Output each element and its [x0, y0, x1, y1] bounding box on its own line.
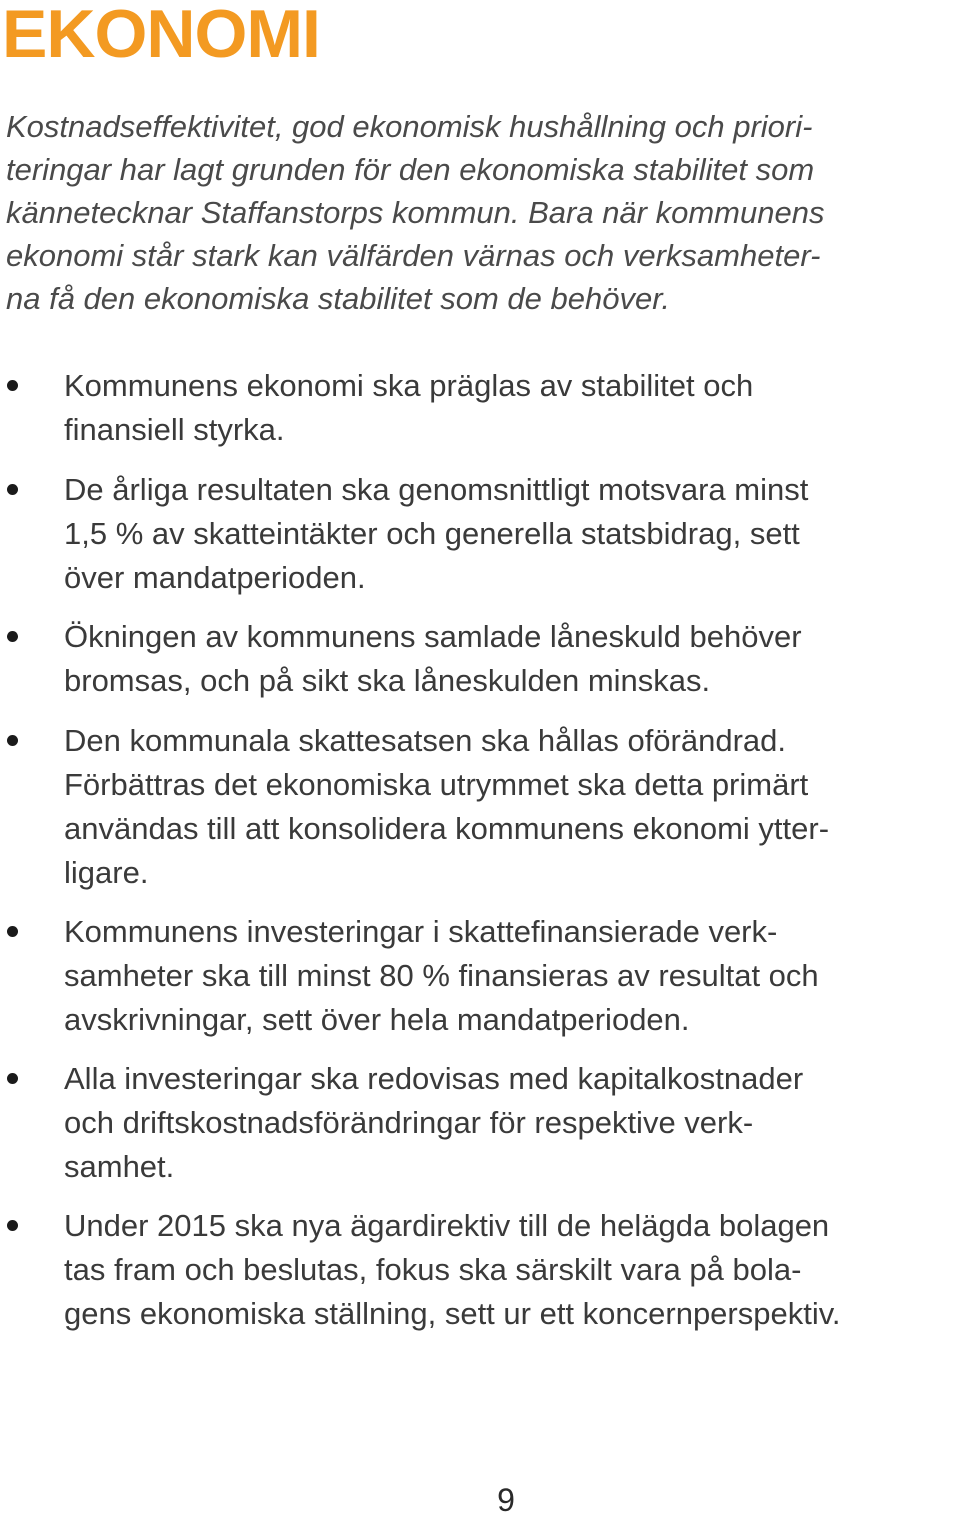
- list-item-line: Under 2015 ska nya ägardirektiv till de helägda bolagen: [64, 1208, 830, 1243]
- list-item-text: [64, 364, 960, 452]
- bullet-icon: [7, 926, 18, 937]
- intro-line: Kostnadseffektivitet, god ekonomisk hushållning och priori-: [6, 109, 813, 144]
- list-item-line: Förbättras det ekonomiska utrymmet ska detta primärt: [64, 767, 809, 802]
- list-item-line: Kommunens ekonomi ska präglas av stabilitet och: [64, 368, 754, 403]
- list-item-line: De årliga resultaten ska genomsnittligt motsvara minst: [64, 472, 809, 507]
- list-item-text: [64, 1204, 960, 1336]
- page-number: 9: [497, 1482, 515, 1518]
- list-item-line: tas fram och beslutas, fokus ska särskilt vara på bola-: [64, 1252, 802, 1287]
- list-item-line: samhet.: [64, 1149, 175, 1184]
- list-item-text: [64, 910, 960, 1042]
- bullet-icon: [7, 1073, 18, 1084]
- page-title: EKONOMI: [2, 0, 320, 72]
- intro-line: ekonomi står stark kan välfärden värnas och verksamheter-: [6, 238, 821, 273]
- list-item-line: 1,5 % av skatteintäkter och generella statsbidrag, sett: [64, 516, 800, 551]
- list-item-line: ligare.: [64, 855, 149, 890]
- list-item-text: [64, 719, 960, 895]
- list-item-line: användas till att konsolidera kommunens ekonomi ytter-: [64, 811, 830, 846]
- list-item-line: gens ekonomiska ställning, sett ur ett koncernperspektiv.: [64, 1296, 841, 1331]
- list-item-line: avskrivningar, sett över hela mandatperioden.: [64, 1002, 690, 1037]
- list-item-line: Kommunens investeringar i skattefinansierade verk-: [64, 914, 778, 949]
- list-item-line: Den kommunala skattesatsen ska hållas oförändrad.: [64, 723, 787, 758]
- intro-line: teringar har lagt grunden för den ekonomiska stabilitet som: [6, 152, 815, 187]
- list-item-text: [64, 468, 960, 600]
- list-item-text: [64, 615, 960, 703]
- list-item-line: och driftskostnadsförändringar för respektive verk-: [64, 1105, 754, 1140]
- list-item-line: finansiell styrka.: [64, 412, 285, 447]
- bullet-icon: [7, 484, 18, 495]
- intro-line: na få den ekonomiska stabilitet som de behöver.: [6, 281, 671, 316]
- list-item-line: Alla investeringar ska redovisas med kapitalkostnader: [64, 1061, 804, 1096]
- intro-line: kännetecknar Staffanstorps kommun. Bara när kommunens: [6, 195, 825, 230]
- list-item-line: över mandatperioden.: [64, 560, 366, 595]
- list-item-line: samheter ska till minst 80 % finansieras av resultat och: [64, 958, 819, 993]
- bullet-icon: [7, 1220, 18, 1231]
- bullet-icon: [7, 735, 18, 746]
- list-item-line: bromsas, och på sikt ska låneskulden minskas.: [64, 663, 711, 698]
- bullet-icon: [7, 380, 18, 391]
- intro-paragraph: [6, 105, 956, 320]
- list-item-text: [64, 1057, 960, 1189]
- list-item-line: Ökningen av kommunens samlade låneskuld behöver: [64, 619, 802, 654]
- bullet-icon: [7, 631, 18, 642]
